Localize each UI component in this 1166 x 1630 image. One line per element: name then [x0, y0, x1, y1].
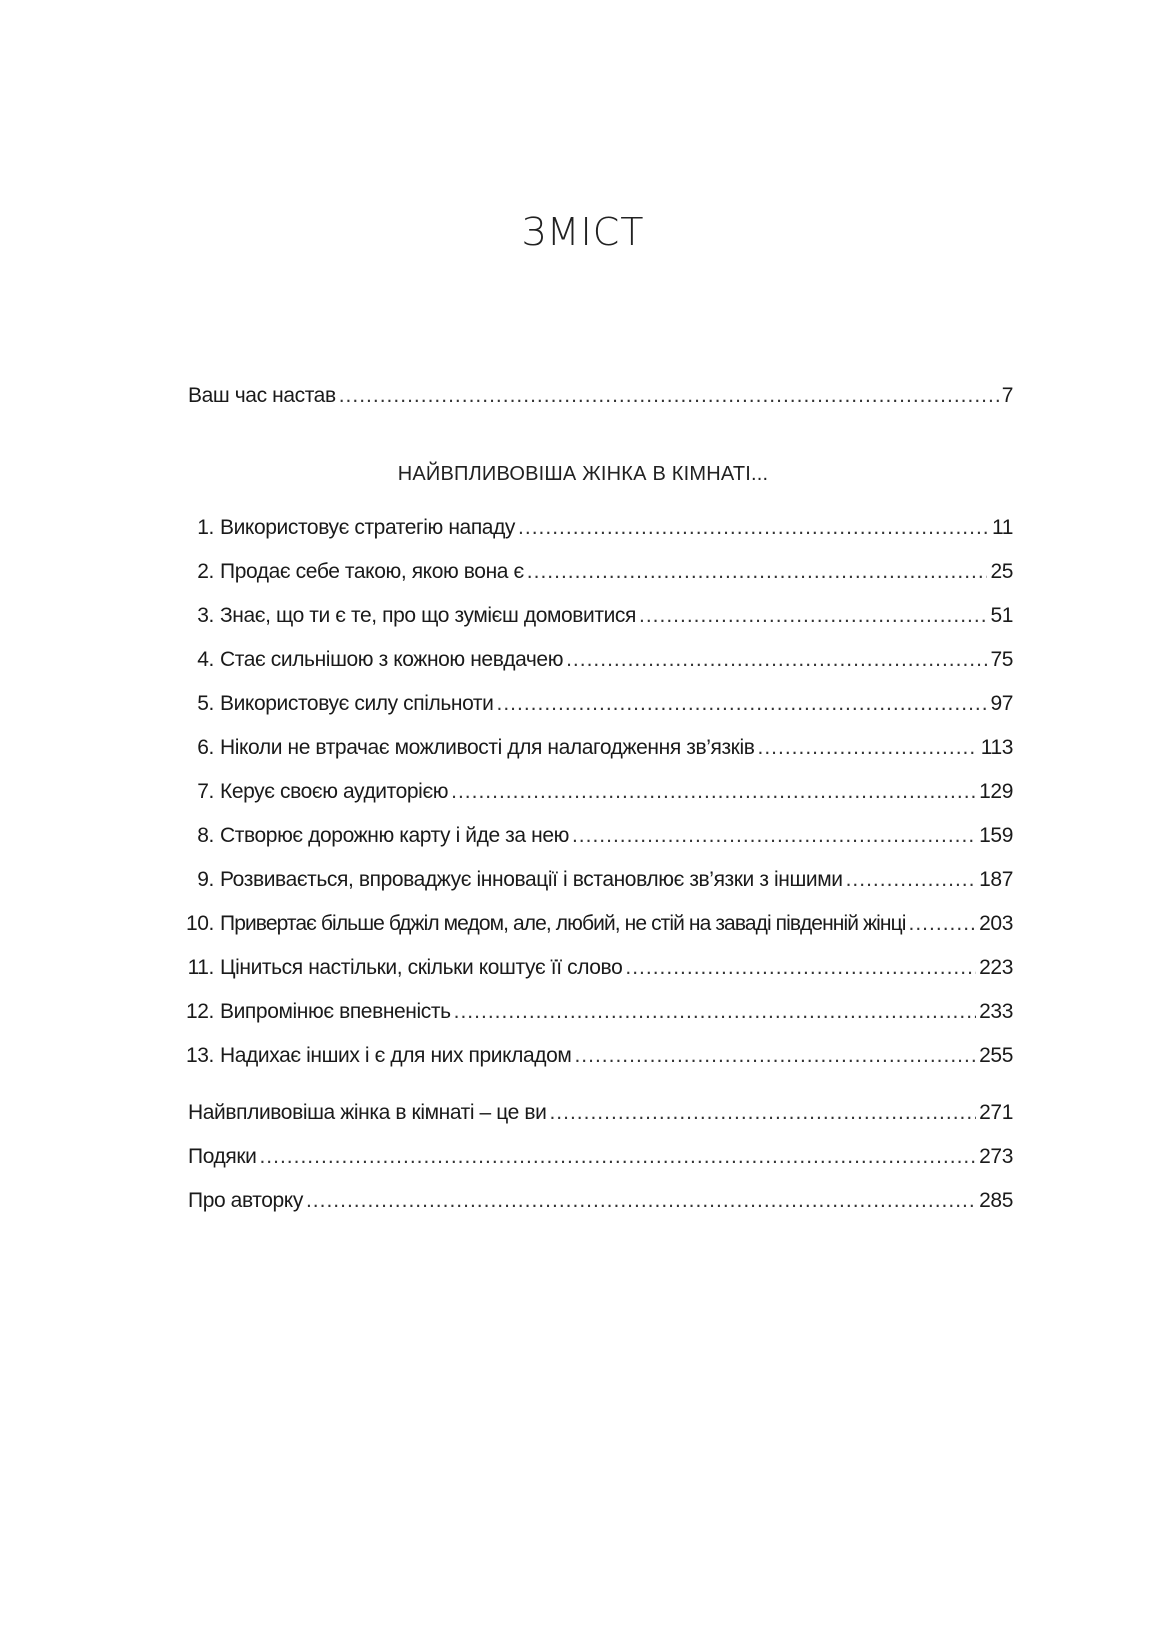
toc-entry-page: 273: [979, 1145, 1013, 1168]
toc-entry-title: Подяки: [188, 1145, 257, 1168]
chapter-number: 11.: [187, 956, 214, 979]
chapter-title: Випромінює впевненість: [220, 1000, 451, 1023]
chapter-number: 5.: [197, 692, 214, 715]
toc-chapter-2[interactable]: [178, 550, 1013, 594]
chapter-title: Ніколи не втрачає можливості для налагодження зв’язків: [220, 736, 755, 759]
chapter-title: Привертає більше бджіл медом, але, любий, не стій на заваді південній жінці: [220, 912, 906, 935]
toc-entry-page: 285: [979, 1189, 1013, 1212]
toc-back-entry-1[interactable]: [188, 1091, 1013, 1135]
dot-leader: [454, 990, 977, 1034]
chapter-number: 12.: [186, 1000, 214, 1023]
dot-leader: [574, 1034, 976, 1078]
chapter-number: 13.: [186, 1044, 214, 1067]
toc-chapter-13[interactable]: [178, 1034, 1013, 1078]
toc-chapter-1[interactable]: [178, 506, 1013, 550]
dot-leader: [496, 682, 987, 726]
section-heading: НАЙВПЛИВОВІША ЖІНКА В КІМНАТІ...: [397, 463, 769, 485]
toc-chapter-10[interactable]: [178, 902, 1013, 946]
dot-leader: [639, 594, 987, 638]
chapter-page: 223: [979, 956, 1013, 979]
dot-leader: [259, 1135, 976, 1179]
chapter-page: 129: [979, 780, 1013, 803]
chapter-number: 6.: [197, 736, 214, 759]
dot-leader: [549, 1091, 976, 1135]
chapter-number: 8.: [197, 824, 214, 847]
toc-entry-page: 271: [979, 1101, 1013, 1124]
toc-back-entry-3[interactable]: [188, 1179, 1013, 1223]
chapter-number: 7.: [197, 780, 214, 803]
chapter-title: Використовує стратегію нападу: [220, 516, 516, 539]
chapter-title: Розвивається, впроваджує інновації і встановлює зв’язки з іншими: [220, 868, 843, 891]
dot-leader: [518, 506, 989, 550]
chapter-title: Стає сильнішою з кожною невдачею: [220, 648, 564, 671]
chapter-title: Знає, що ти є те, про що зумієш домовитися: [220, 604, 636, 627]
chapter-page: 25: [990, 560, 1013, 583]
chapter-number: 2.: [197, 560, 214, 583]
toc-entry-title: Про авторку: [188, 1189, 303, 1212]
toc-chapter-12[interactable]: [178, 990, 1013, 1034]
chapter-number: 4.: [197, 648, 214, 671]
chapter-page: 159: [979, 824, 1013, 847]
chapter-title: Створює дорожню карту і йде за нею: [220, 824, 569, 847]
dot-leader: [527, 550, 988, 594]
toc-entry-title: Ваш час настав: [188, 384, 336, 407]
toc-back-matter: [188, 1091, 1013, 1223]
chapter-page: 187: [979, 868, 1013, 891]
toc-chapter-9[interactable]: [178, 858, 1013, 902]
toc-chapters: [178, 506, 1013, 1078]
dot-leader: [566, 638, 987, 682]
toc-chapter-5[interactable]: [178, 682, 1013, 726]
toc-intro: [188, 374, 1013, 418]
chapter-title: Надихає інших і є для них прикладом: [220, 1044, 572, 1067]
chapter-page: 11: [992, 516, 1013, 539]
dot-leader: [625, 946, 976, 990]
toc-chapter-4[interactable]: [178, 638, 1013, 682]
chapter-number: 10.: [186, 912, 214, 935]
chapter-title: Ціниться настільки, скільки коштує її слово: [220, 956, 623, 979]
chapter-page: 51: [990, 604, 1013, 627]
chapter-page: 75: [990, 648, 1013, 671]
toc-chapter-11[interactable]: [178, 946, 1013, 990]
chapter-number: 1.: [197, 516, 214, 539]
dot-leader: [909, 902, 977, 946]
page-title: ЗМІСТ: [521, 210, 645, 254]
chapter-number: 3.: [197, 604, 214, 627]
chapter-page: 255: [979, 1044, 1013, 1067]
chapter-page: 203: [979, 912, 1013, 935]
chapter-page: 97: [990, 692, 1013, 715]
toc-back-entry-2[interactable]: [188, 1135, 1013, 1179]
chapter-page: 113: [980, 736, 1013, 759]
toc-chapter-3[interactable]: [178, 594, 1013, 638]
chapter-title: Використовує силу спільноти: [220, 692, 494, 715]
dot-leader: [846, 858, 977, 902]
dot-leader: [572, 814, 976, 858]
toc-chapter-7[interactable]: [178, 770, 1013, 814]
dot-leader: [306, 1179, 976, 1223]
dot-leader: [451, 770, 976, 814]
chapter-number: 9.: [197, 868, 214, 891]
dot-leader: [758, 726, 978, 770]
chapter-title: Продає себе такою, якою вона є: [220, 560, 524, 583]
chapter-title: Керує своєю аудиторією: [220, 780, 449, 803]
toc-entry-title: Найвпливовіша жінка в кімнаті – це ви: [188, 1101, 547, 1124]
toc-entry-page: 7: [1001, 384, 1013, 407]
toc-chapter-8[interactable]: [178, 814, 1013, 858]
toc-entry-intro[interactable]: [188, 374, 1013, 418]
dot-leader: [339, 374, 999, 418]
chapter-page: 233: [979, 1000, 1013, 1023]
toc-chapter-6[interactable]: [178, 726, 1013, 770]
